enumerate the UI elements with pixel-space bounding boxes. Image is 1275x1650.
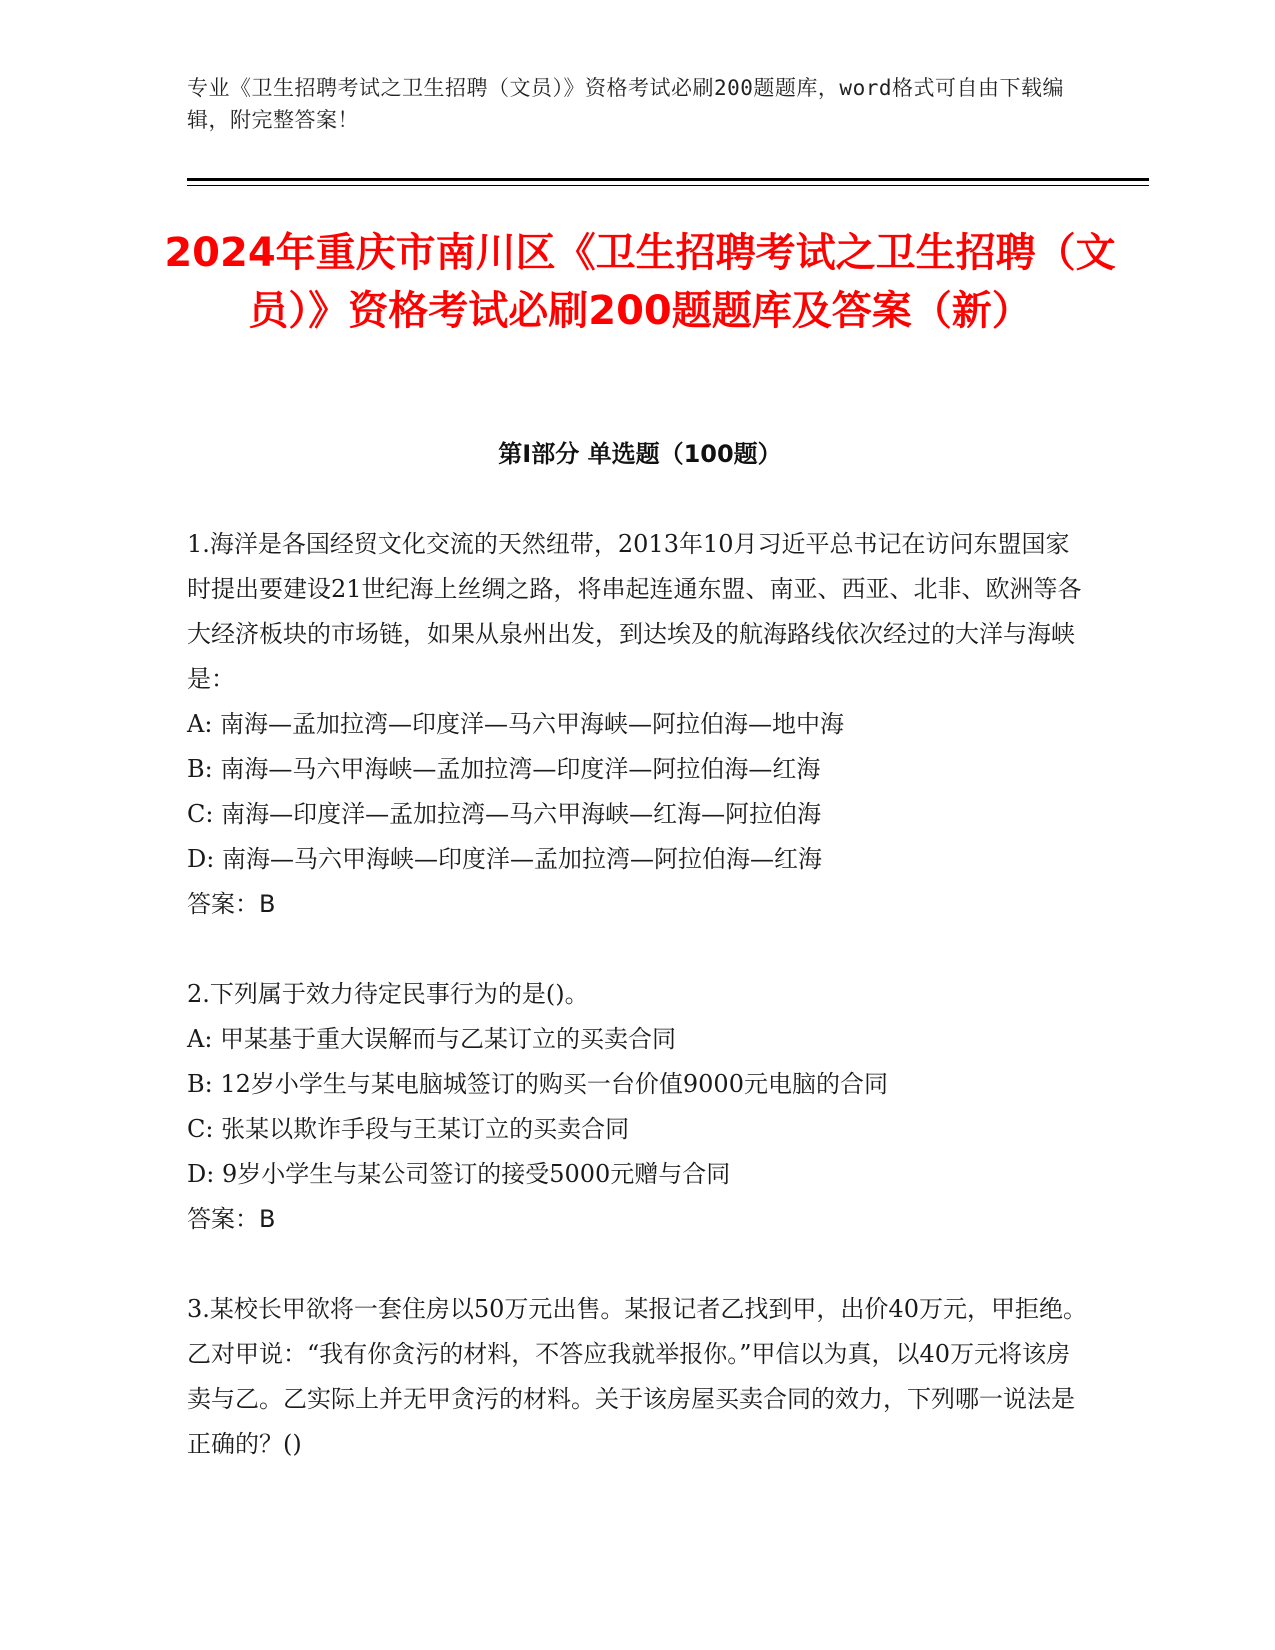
option-c: C: 南海—印度洋—孟加拉湾—马六甲海峡—红海—阿拉伯海 xyxy=(187,800,822,828)
answer-line: 答案：B xyxy=(187,890,276,918)
header-divider-thin xyxy=(187,185,1149,186)
option-b: B: 12岁小学生与某电脑城签订的购买一台价值9000元电脑的合同 xyxy=(187,1070,888,1098)
question-stem: 3.某校长甲欲将一套住房以50万元出售。某报记者乙找到甲，出价40万元，甲拒绝。乙对甲说：“我有你贪污的材料，不答应我就举报你。”甲信以为真，以40万元将该房卖与乙。乙实际上并无甲贪污的材料。关于该房屋买卖合同的效力，下列哪一说法是正确的？() xyxy=(187,1295,1087,1458)
question-stem: 2.下列属于效力待定民事行为的是()。 xyxy=(187,980,589,1008)
question-list xyxy=(187,522,1087,1512)
option-d: D: 9岁小学生与某公司签订的接受5000元赠与合同 xyxy=(187,1160,731,1188)
question-stem: 1.海洋是各国经贸文化交流的天然纽带，2013年10月习近平总书记在访问东盟国家时提出要建设21世纪海上丝绸之路，将串起连通东盟、南亚、西亚、北非、欧洲等各大经济板块的市场链，如果从泉州出发，到达埃及的航海路线依次经过的大洋与海峡是： xyxy=(187,530,1082,693)
header-divider-thick xyxy=(187,178,1149,181)
question-1 xyxy=(187,522,1087,927)
question-3 xyxy=(187,1287,1087,1467)
section-title: 第Ⅰ部分 单选题（100题） xyxy=(498,440,782,468)
document-title: 2024年重庆市南川区《卫生招聘考试之卫生招聘（文员）》资格考试必刷200题题库及答案（新） xyxy=(164,230,1116,334)
option-a: A: 南海—孟加拉湾—印度洋—马六甲海峡—阿拉伯海—地中海 xyxy=(187,710,845,738)
header-note: 专业《卫生招聘考试之卫生招聘（文员）》资格考试必刷200题题库，word格式可自由下载编辑，附完整答案！ xyxy=(187,76,1064,132)
option-d: D: 南海—马六甲海峡—印度洋—孟加拉湾—阿拉伯海—红海 xyxy=(187,845,822,873)
answer-line: 答案：B xyxy=(187,1205,276,1233)
question-2 xyxy=(187,972,1087,1242)
option-b: B: 南海—马六甲海峡—孟加拉湾—印度洋—阿拉伯海—红海 xyxy=(187,755,821,783)
option-c: C: 张某以欺诈手段与王某订立的买卖合同 xyxy=(187,1115,630,1143)
option-a: A: 甲某基于重大误解而与乙某订立的买卖合同 xyxy=(187,1025,677,1053)
